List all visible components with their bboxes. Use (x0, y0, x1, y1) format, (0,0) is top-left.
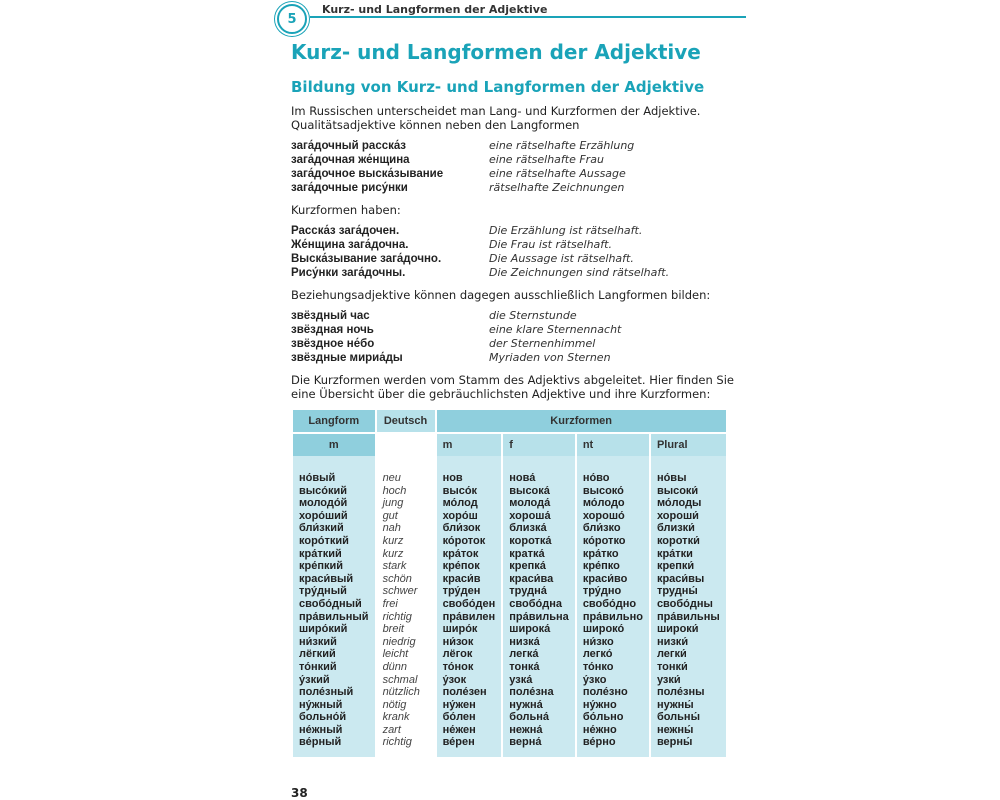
column-langform (293, 468, 375, 757)
table-cell-langform: пра́вильный (299, 610, 369, 623)
table-cell-langform: ни́зкий (299, 635, 337, 648)
spacer-cell (651, 456, 726, 468)
example-ru: зага́дочное выска́зывание (291, 168, 444, 180)
table-cell-plural: коротки́ (656, 534, 700, 547)
table-cell-nt: ве́рно (582, 736, 616, 749)
table-cell-plural: крепки́ (656, 560, 695, 573)
example-row (291, 337, 711, 351)
spacer-cell (293, 456, 375, 468)
running-title: Kurz- und Langformen der Adjektive (322, 3, 548, 16)
table-cell-m: кра́ток (442, 547, 479, 560)
table-cell-m: лёгок (442, 648, 473, 661)
table-cell-plural: поле́зны (656, 686, 705, 699)
table-cell-langform: бли́зкий (299, 522, 344, 535)
table-cell-plural: высоки́ (656, 484, 699, 497)
table-cell-plural: тонки́ (656, 660, 688, 673)
table-cell-deutsch: schön (382, 572, 412, 585)
table-cell-langform: краси́вый (299, 572, 354, 585)
table-cell-nt: краси́во (582, 572, 628, 585)
column-nt (577, 468, 649, 757)
header-langform: Langform (293, 410, 375, 432)
table-cell-m: свобо́ден (442, 597, 496, 610)
column-deutsch (377, 468, 435, 757)
spacer-cell (503, 456, 575, 468)
table-cell-langform: ну́жный (299, 698, 343, 711)
long-form-examples (291, 139, 711, 195)
table-cell-langform: поле́зный (299, 686, 354, 699)
column-f (503, 468, 575, 757)
intro-paragraph (291, 104, 700, 132)
table-subheader-row (293, 432, 726, 456)
example-de: Die Erzählung ist rätselhaft. (489, 224, 643, 237)
table-cell-f: пра́вильна (509, 610, 569, 623)
example-ru: зага́дочные рису́нки (291, 182, 408, 194)
table-cell-f: близка́ (509, 522, 547, 535)
table-cell-deutsch: neu (382, 472, 401, 484)
example-de: eine rätselhafte Erzählung (489, 139, 635, 152)
table-cell-deutsch: richtig (382, 610, 412, 623)
table-cell-f: коротка́ (509, 534, 552, 547)
table-cell-deutsch: krank (382, 711, 410, 724)
table-cell-langform: ве́рный (299, 736, 342, 749)
table-cell-deutsch: hoch (382, 484, 407, 497)
table-cell-deutsch: kurz (382, 547, 404, 560)
table-cell-m: пра́вилен (442, 610, 496, 623)
table-cell-langform: то́нкий (299, 660, 337, 673)
header-plural: Plural (651, 432, 726, 456)
table-cell-nt: у́зко (582, 673, 607, 686)
example-ru: звёздные мириа́ды (291, 352, 403, 364)
table-cell-m: нов (442, 472, 463, 484)
example-row (291, 309, 711, 323)
example-ru: Расска́з зага́дочен. (291, 225, 400, 237)
table-cell-nt: ни́зко (582, 635, 614, 648)
example-ru: звёздное не́бо (291, 338, 375, 350)
table-cell-plural: больны́ (656, 711, 700, 724)
table-cell-langform: лёгкий (299, 648, 336, 661)
table-cell-nt: не́жно (582, 723, 617, 736)
table-cell-plural: близки́ (656, 522, 695, 535)
table-cell-nt: высоко́ (582, 484, 624, 497)
example-de: Die Aussage ist rätselhaft. (489, 252, 634, 265)
table-cell-plural: но́вы (656, 472, 687, 484)
header-m: m (437, 432, 502, 456)
table-cell-f: краси́ва (509, 572, 554, 585)
example-de: die Sternstunde (489, 309, 577, 322)
header-deutsch: Deutsch (377, 410, 435, 432)
table-cell-m: бли́зок (442, 522, 481, 535)
table-intro (291, 373, 734, 401)
table-cell-f: верна́ (509, 736, 542, 749)
section-subtitle: Bildung von Kurz- und Langformen der Adjektive (291, 78, 705, 96)
table-cell-nt: кре́пко (582, 560, 620, 573)
table-cell-plural: низки́ (656, 635, 689, 648)
table-cell-f: нужна́ (509, 698, 543, 711)
table-header-row (293, 410, 726, 432)
header-kurzformen: Kurzformen (437, 410, 726, 432)
table-intro-line: Die Kurzformen werden vom Stamm des Adjektivs abgeleitet. Hier finden Sie (291, 373, 734, 387)
example-de: eine rätselhafte Aussage (489, 167, 626, 180)
example-row (291, 167, 711, 181)
table-cell-f: поле́зна (509, 686, 554, 699)
table-cell-f: широка́ (509, 623, 551, 636)
table-cell-m: хоро́ш (442, 509, 478, 522)
example-ru: зага́дочная же́нщина (291, 154, 410, 166)
table-body-row (293, 468, 726, 757)
header-nt: nt (577, 432, 649, 456)
table-cell-m: ну́жен (442, 698, 476, 711)
table-cell-f: свобо́дна (509, 597, 562, 610)
table-cell-m: ни́зок (442, 635, 474, 648)
table-cell-f: высока́ (509, 484, 550, 497)
table-cell-m: поле́зен (442, 686, 487, 699)
table-cell-plural: нежны́ (656, 723, 694, 736)
intro-line: Im Russischen unterscheidet man Lang- und Kurzformen der Adjektive. (291, 104, 701, 118)
example-ru: звёздный час (291, 310, 370, 322)
short-form-examples (291, 224, 711, 280)
table-cell-nt: то́нко (582, 660, 614, 673)
table-cell-nt: свобо́дно (582, 597, 637, 610)
table-cell-plural: пра́вильны (656, 610, 720, 623)
table-cell-langform: коро́ткий (299, 534, 349, 547)
table-cell-deutsch: leicht (382, 648, 409, 661)
table-cell-nt: легко́ (582, 648, 613, 661)
table-cell-f: трудна́ (509, 585, 547, 598)
table-cell-plural: узки́ (656, 673, 681, 686)
table-cell-plural: краси́вы (656, 572, 705, 585)
table-cell-m: кре́пок (442, 560, 480, 573)
table-cell-f: крепка́ (509, 560, 546, 573)
table-cell-f: нова́ (509, 472, 536, 484)
table-cell-f: тонка́ (509, 660, 540, 673)
table-cell-nt: ко́ротко (582, 534, 626, 547)
page-title: Kurz- und Langformen der Adjektive (291, 40, 701, 64)
table-cell-plural: мо́лоды (656, 497, 702, 510)
relation-intro: Beziehungsadjektive können dagegen ausschließlich Langformen bilden: (291, 288, 711, 302)
intro-line: Qualitätsadjektive können neben den Langformen (291, 118, 580, 132)
example-ru: Рису́нки зага́дочны. (291, 267, 406, 279)
table-cell-f: кратка́ (509, 547, 545, 560)
table-cell-f: узка́ (509, 673, 533, 686)
spacer-cell (377, 456, 435, 468)
column-plural (651, 468, 726, 757)
table-cell-plural: верны́ (656, 736, 693, 749)
table-cell-m: высо́к (442, 484, 478, 497)
table-cell-f: молода́ (509, 497, 551, 510)
table-cell-langform: тру́дный (299, 585, 347, 598)
example-row (291, 351, 711, 365)
table-cell-f: низка́ (509, 635, 540, 648)
example-row (291, 252, 711, 266)
table-cell-plural: легки́ (656, 648, 687, 661)
table-cell-f: хороша́ (509, 509, 551, 522)
table-cell-m: краси́в (442, 572, 481, 585)
example-de: rätselhafte Zeichnungen (489, 181, 625, 194)
example-de: Myriaden von Sternen (489, 351, 611, 364)
example-de: eine rätselhafte Frau (489, 153, 604, 166)
example-de: Die Frau ist rätselhaft. (489, 238, 612, 251)
table-cell-deutsch: nützlich (382, 686, 420, 699)
table-cell-f: легка́ (509, 648, 539, 661)
table-intro-line: eine Übersicht über die gebräuchlichsten Adjektive und ihre Kurzformen: (291, 387, 711, 401)
table-cell-langform: кре́пкий (299, 560, 344, 573)
table-cell-nt: тру́дно (582, 585, 622, 598)
table-cell-plural: свобо́дны (656, 597, 713, 610)
table-cell-plural: хороши́ (656, 509, 699, 522)
table-cell-deutsch: niedrig (382, 635, 416, 648)
chapter-number-badge: 5 (277, 4, 307, 34)
example-de: eine klare Sternennacht (489, 323, 622, 336)
table-cell-nt: бо́льно (582, 711, 624, 724)
table-cell-deutsch: frei (382, 597, 398, 610)
table-cell-plural: широки́ (656, 623, 699, 636)
table-cell-langform: свобо́дный (299, 597, 362, 610)
header-deutsch-empty (377, 432, 435, 456)
relation-examples (291, 309, 711, 365)
table-cell-deutsch: schwer (382, 585, 418, 598)
table-cell-m: мо́лод (442, 497, 478, 510)
table-cell-langform: широ́кий (299, 623, 348, 636)
example-de: der Sternenhimmel (489, 337, 596, 350)
example-row (291, 323, 711, 337)
table-cell-langform: больно́й (299, 711, 347, 724)
short-form-intro: Kurzformen haben: (291, 203, 401, 217)
column-m (437, 468, 502, 757)
table-cell-plural: кра́тки (656, 547, 693, 560)
example-de: Die Zeichnungen sind rätselhaft. (489, 266, 670, 279)
example-row (291, 224, 711, 238)
table-cell-deutsch: zart (382, 723, 401, 736)
example-row (291, 266, 711, 280)
table-cell-m: у́зок (442, 673, 467, 686)
table-cell-m: тру́ден (442, 585, 481, 598)
table-cell-nt: поле́зно (582, 686, 628, 699)
table-cell-m: широ́к (442, 623, 478, 636)
table-cell-deutsch: jung (382, 497, 404, 510)
header-f: f (503, 432, 575, 456)
table-cell-deutsch: dünn (382, 660, 408, 673)
example-ru: Выска́зывание зага́дочно. (291, 253, 442, 265)
header-rule (310, 16, 746, 18)
table-cell-nt: кра́тко (582, 547, 619, 560)
short-forms-table (291, 410, 728, 757)
table-cell-deutsch: gut (382, 509, 398, 522)
table-cell-nt: бли́зко (582, 522, 621, 535)
table-cell-deutsch: richtig (382, 736, 412, 749)
page-number: 38 (291, 786, 308, 800)
table-cell-nt: хорошо́ (582, 509, 625, 522)
table-cell-langform: высо́кий (299, 484, 348, 497)
example-row (291, 238, 711, 252)
table-cell-deutsch: breit (382, 623, 404, 636)
table-cell-deutsch: schmal (382, 673, 418, 686)
table-cell-nt: широко́ (582, 623, 625, 636)
header-m-long: m (293, 432, 375, 456)
table-cell-deutsch: nötig (382, 698, 407, 711)
table-cell-m: бо́лен (442, 711, 476, 724)
table-cell-deutsch: nah (382, 522, 401, 535)
example-ru: Же́нщина зага́дочна. (291, 239, 409, 251)
table-cell-f: больна́ (509, 711, 550, 724)
table-spacer (293, 456, 726, 468)
table-cell-m: то́нок (442, 660, 474, 673)
table-cell-nt: мо́лодо (582, 497, 625, 510)
table-cell-deutsch: kurz (382, 534, 404, 547)
table-cell-f: нежна́ (509, 723, 543, 736)
table-cell-langform: у́зкий (299, 673, 330, 686)
example-ru: зага́дочный расска́з (291, 140, 406, 152)
example-row (291, 139, 711, 153)
table-cell-plural: трудны́ (656, 585, 698, 598)
example-ru: звёздная ночь (291, 324, 374, 336)
table-cell-m: ве́рен (442, 736, 475, 749)
table-cell-nt: но́во (582, 472, 610, 484)
table-cell-deutsch: stark (382, 560, 407, 573)
spacer-cell (437, 456, 502, 468)
example-row (291, 153, 711, 167)
table-cell-langform: молодо́й (299, 497, 348, 510)
spacer-cell (577, 456, 649, 468)
table-cell-nt: ну́жно (582, 698, 617, 711)
table-cell-langform: не́жный (299, 723, 343, 736)
table-cell-plural: нужны́ (656, 698, 694, 711)
table-cell-m: ко́роток (442, 534, 486, 547)
example-row (291, 181, 711, 195)
table-cell-m: не́жен (442, 723, 476, 736)
table-cell-langform: но́вый (299, 472, 336, 484)
table-cell-langform: хоро́ший (299, 509, 348, 522)
table-cell-nt: пра́вильно (582, 610, 643, 623)
table-cell-langform: кра́ткий (299, 547, 342, 560)
